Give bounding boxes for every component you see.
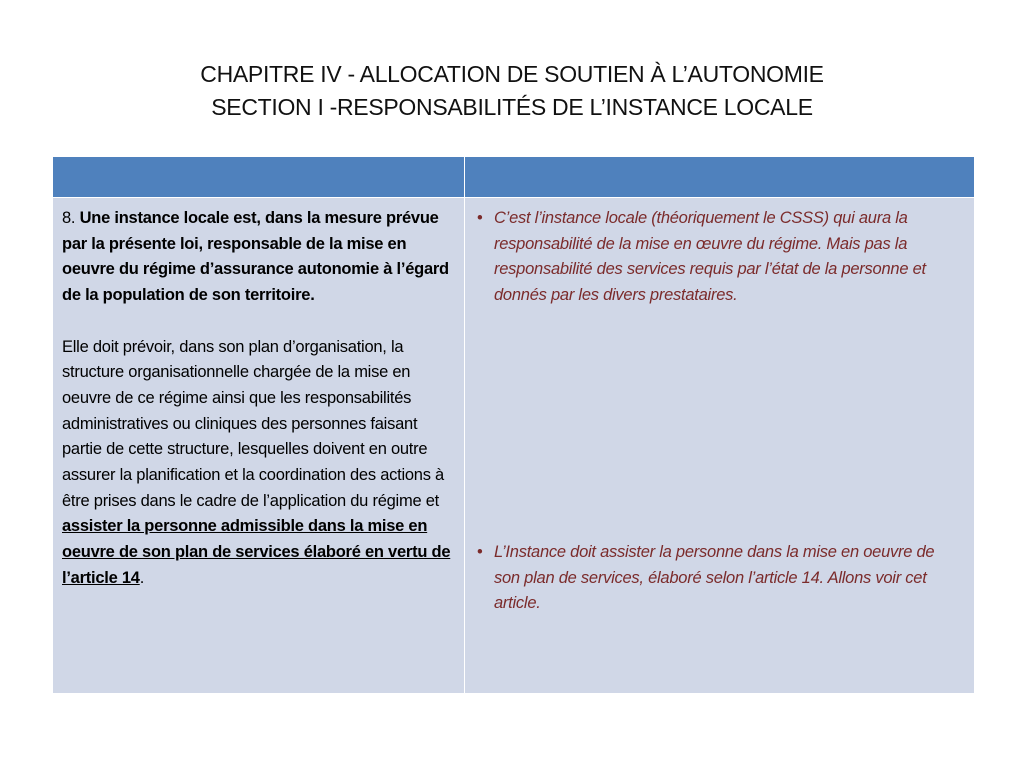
law-text bbox=[53, 198, 464, 592]
law-text-cell bbox=[53, 198, 465, 694]
title-line-2: SECTION I -RESPONSABILITÉS DE L’INSTANCE LOCALE bbox=[211, 94, 813, 120]
article-paragraph-2-end: . bbox=[139, 568, 145, 587]
content-table bbox=[52, 156, 975, 694]
bullet-icon: • bbox=[477, 542, 483, 561]
bullet-icon: • bbox=[477, 209, 483, 227]
article-number: 8. bbox=[62, 209, 76, 227]
header-cell-left bbox=[53, 157, 465, 198]
slide-title bbox=[60, 58, 964, 124]
commentary bbox=[465, 198, 974, 617]
header-cell-right bbox=[465, 157, 975, 198]
article-paragraph-2 bbox=[62, 335, 456, 592]
table-body-row bbox=[53, 198, 975, 694]
commentary-bullet-2-text: L’Instance doit assister la personne dans la mise en oeuvre de son plan de services, élaboré selon l’article 14. Allons voir cet article. bbox=[494, 542, 935, 613]
article-bold-text: Une instance locale est, dans la mesure prévue par la présente loi, responsable de la mise en oeuvre du régime d’assurance autonomie à l’égard de la population de son territoire. bbox=[62, 209, 449, 305]
commentary-bullet-1 bbox=[477, 206, 964, 309]
commentary-bullet-2 bbox=[477, 540, 964, 617]
article-paragraph-2-text: Elle doit prévoir, dans son plan d’organisation, la structure organisationnelle chargée de la mise en oeuvre de ce régime ainsi que les responsabilités administratives ou cliniques des personnes faisant partie de cette structure, lesquelles doivent en outre assurer la planification et la coordination des actions à être prises dans le cadre de l’application du régime et bbox=[62, 337, 444, 510]
bullet-spacer bbox=[477, 309, 964, 540]
paragraph-gap bbox=[62, 309, 456, 335]
title-line-1: CHAPITRE IV - ALLOCATION DE SOUTIEN À L’AUTONOMIE bbox=[200, 61, 824, 87]
commentary-bullet-1-text: C’est l’instance locale (théoriquement le CSSS) qui aura la responsabilité de la mise en œuvre du régime. Mais pas la responsabilité des services requis par l’état de la personne et donnés par les divers prestataires. bbox=[494, 209, 926, 305]
article-underlined-text: assister la personne admissible dans la mise en oeuvre de son plan de services élaboré en vertu de l’article 14 bbox=[62, 517, 451, 587]
article-paragraph-1 bbox=[62, 206, 456, 309]
table-header-row bbox=[53, 157, 975, 198]
commentary-cell bbox=[465, 198, 975, 694]
